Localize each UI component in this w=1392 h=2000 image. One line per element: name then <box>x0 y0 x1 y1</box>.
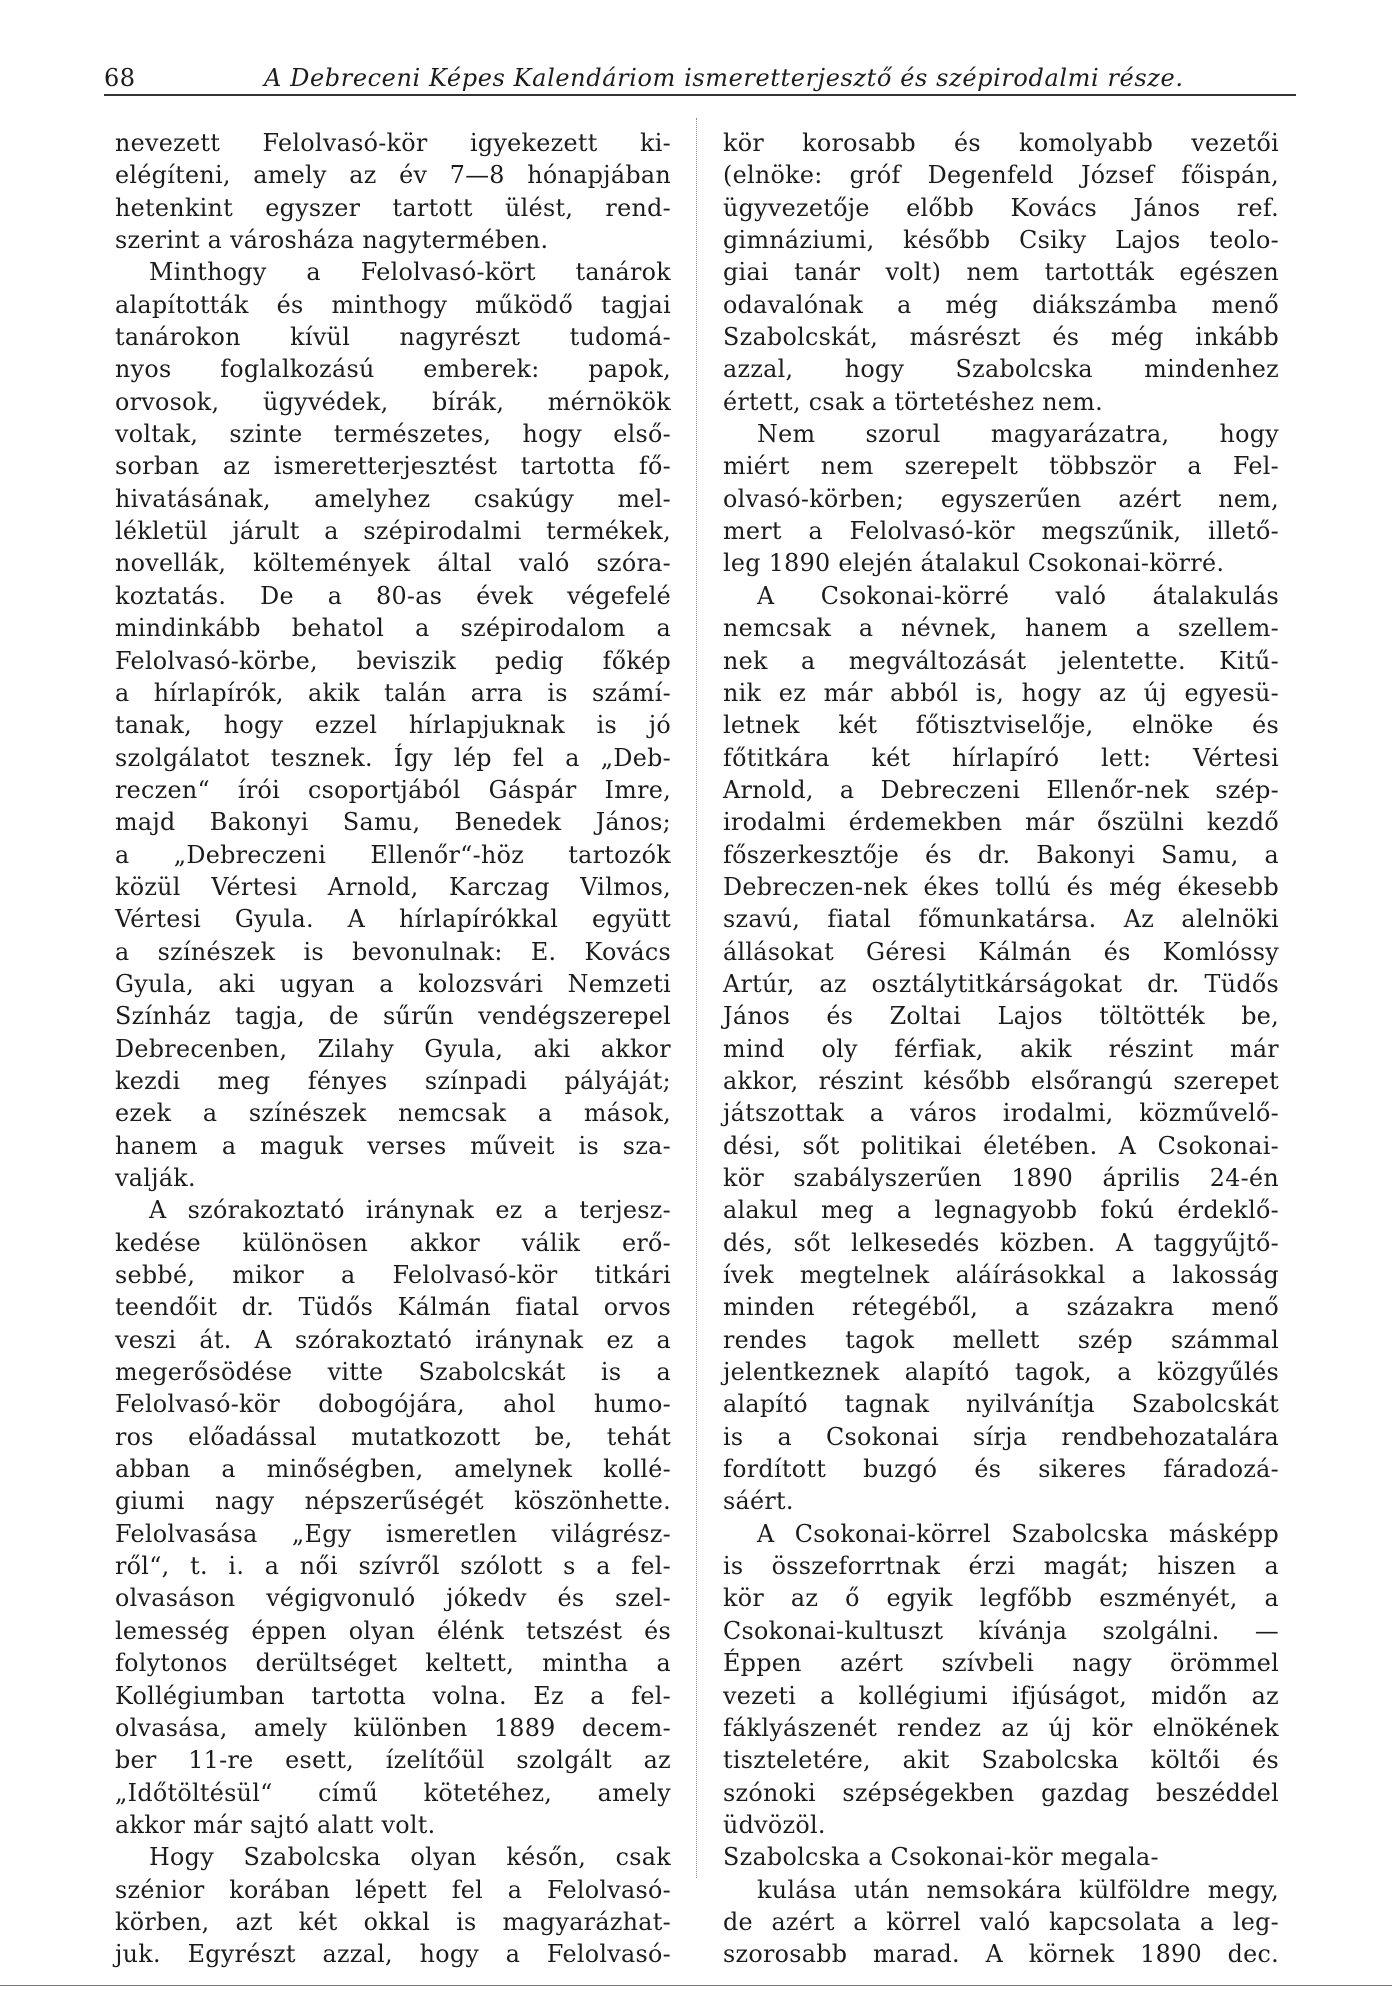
text-line: a hírlapírók, akik talán arra is számí- <box>115 678 671 707</box>
text-line: valják. <box>115 1164 196 1192</box>
text-line: minden rétegéből, a százakra menő <box>723 1293 1279 1322</box>
text-line: ber 11-re esett, ízelítőül szolgált az <box>115 1746 671 1775</box>
text-line: János és Zoltai Lajos töltötték be, <box>723 1002 1279 1031</box>
text-line: sorban az ismeretterjesztést tartotta fő- <box>115 452 671 481</box>
left-column <box>115 127 671 1971</box>
text-line: Szabolcska a Csokonai-kör megala- <box>723 1843 1159 1872</box>
text-line: Csokonai-kultuszt kívánja szolgálni. — <box>723 1616 1279 1645</box>
text-line: hanem a maguk verses műveit is sza- <box>115 1131 671 1160</box>
text-line: giai tanár volt) nem tartották egészen <box>723 258 1279 287</box>
text-line: olvasása, amely különben 1889 decem- <box>115 1713 671 1742</box>
text-line: hetenkint egyszer tartott ülést, rend- <box>115 193 671 222</box>
text-line: szavú, fiatal főmunkatársa. Az alelnöki <box>723 905 1279 934</box>
running-title: A Debreceni Képes Kalendáriom ismeretterjesztő és szépirodalmi része. <box>264 64 1184 92</box>
text-line: lemesség éppen olyan élénk tetszést és <box>115 1616 671 1645</box>
text-line: nevezett Felolvasó-kör igyekezett ki- <box>115 129 671 157</box>
text-line: gimnáziumi, később Csiky Lajos teolo- <box>723 226 1279 255</box>
text-line: odavalónak a még diákszámba menő <box>723 290 1279 319</box>
text-line: dés, sőt lelkesedés közben. A taggyűjtő- <box>723 1228 1279 1257</box>
bottom-edge-rule <box>0 1985 1392 1986</box>
text-line: ügyvezetője előbb Kovács János ref. <box>723 193 1279 222</box>
text-line: Gyula, aki ugyan a kolozsvári Nemzeti <box>115 969 671 998</box>
text-line: koztatás. De a 80-as évek végefelé <box>115 581 671 610</box>
text-line: Vértesi Gyula. A hírlapírókkal együtt <box>115 905 671 934</box>
text-line: alapító tagnak nyilvánítja Szabolcskát <box>723 1390 1279 1419</box>
text-line: azzal, hogy Szabolcska mindenhez <box>723 355 1279 384</box>
text-line: voltak, szinte természetes, hogy első- <box>115 420 671 449</box>
text-line: novellák, költemények által való szóra- <box>115 549 671 578</box>
text-line: játszottak a város irodalmi, közművelő- <box>723 1099 1279 1128</box>
text-line: körben, azt két okkal is magyarázhat- <box>115 1907 671 1936</box>
text-line: A Csokonai-körré való átalakulás <box>757 581 1279 610</box>
text-line: alakul meg a legnagyobb fokú érdeklő- <box>723 1196 1279 1225</box>
text-line: ről“, t. i. a női szívről szólott s a fel- <box>115 1552 671 1581</box>
text-line: is összeforrtnak érzi magát; hiszen a <box>723 1552 1279 1581</box>
text-line: szénior korában lépett fel a Felolvasó- <box>115 1875 671 1904</box>
page-number: 68 <box>104 64 136 92</box>
text-line: leg 1890 elején átalakul Csokonai-körré. <box>723 549 1225 578</box>
text-line: olvasó-körben; egyszerűen azért nem, <box>723 484 1279 513</box>
text-line: Felolvasó-kör dobogójára, ahol humo- <box>115 1390 671 1419</box>
text-line: hivatásának, amelyhez csakúgy mel- <box>115 484 671 513</box>
text-line: mind oly férfiak, akik részint már <box>723 1034 1279 1063</box>
running-header <box>104 60 1296 96</box>
text-line: kör korosabb és komolyabb vezetői <box>723 129 1279 157</box>
text-line: folytonos derültséget keltett, mintha a <box>115 1649 671 1678</box>
text-line: szolgálatot tesznek. Így lép fel a „Deb- <box>115 743 671 772</box>
text-line: A Csokonai-körrel Szabolcska másképp <box>757 1519 1279 1548</box>
text-line: Arnold, a Debreczeni Ellenőr-nek szép- <box>723 775 1279 804</box>
text-line: állásokat Géresi Kálmán és Komlóssy <box>723 937 1279 966</box>
right-column <box>723 127 1279 1971</box>
text-line: szónoki szépségekben gazdag beszéddel <box>723 1778 1279 1807</box>
text-line: letnek két főtisztviselője, elnöke és <box>723 711 1279 740</box>
text-line: nek a megváltozását jelentette. Kitű- <box>723 646 1279 675</box>
text-line: a „Debreczeni Ellenőr“-höz tartozók <box>115 840 671 869</box>
text-line: Felolvasása „Egy ismeretlen világrész- <box>115 1519 671 1548</box>
text-line: orvosok, ügyvédek, bírák, mérnökök <box>115 387 671 416</box>
column-divider <box>696 118 697 1878</box>
text-line: kulása után nemsokára külföldre megy, <box>757 1875 1279 1904</box>
text-line: akkor már sajtó alatt volt. <box>115 1810 436 1839</box>
text-line: abban a minőségben, amelynek kollé- <box>115 1455 671 1484</box>
text-line: is a Csokonai sírja rendbehozatalára <box>723 1422 1279 1451</box>
text-line: kör szabályszerűen 1890 április 24-én <box>723 1164 1279 1192</box>
text-line: sáért. <box>723 1487 794 1516</box>
text-line: elégíteni, amely az év 7—8 hónapjában <box>115 161 671 190</box>
text-line: fáklyászenét rendez az új kör elnökének <box>723 1713 1279 1742</box>
text-line: rendes tagok mellett szép számmal <box>723 1325 1279 1354</box>
text-line: tanak, hogy ezzel hírlapjuknak is jó <box>115 711 671 740</box>
text-line: közül Vértesi Arnold, Karczag Vilmos, <box>115 872 671 901</box>
text-line: Kollégiumban tartotta volna. Ez a fel- <box>115 1681 671 1710</box>
text-line: kedése különösen akkor válik erő- <box>115 1228 671 1257</box>
text-line: Szabolcskát, másrészt és még inkább <box>723 323 1279 352</box>
text-line: sebbé, mikor a Felolvasó-kör titkári <box>115 1261 671 1290</box>
text-line: olvasáson végigvonuló jókedv és szel- <box>115 1584 671 1613</box>
text-line: főszerkesztője és dr. Bakonyi Samu, a <box>723 840 1279 869</box>
text-line: kezdi meg fényes színpadi pályáját; <box>115 1066 671 1095</box>
text-line: Felolvasó-körbe, beviszik pedig főkép <box>115 646 671 675</box>
text-line: miért nem szerepelt többször a Fel- <box>723 452 1279 481</box>
text-line: jelentkeznek alapító tagok, a közgyűlés <box>723 1358 1279 1387</box>
text-line: fordított buzgó és sikeres fáradozá- <box>723 1455 1279 1484</box>
text-line: Minthogy a Felolvasó-kört tanárok <box>149 258 671 287</box>
text-line: Éppen azért szívbeli nagy örömmel <box>723 1649 1279 1678</box>
text-line: szorosabb marad. A körnek 1890 dec. <box>723 1940 1279 1969</box>
text-line: veszi át. A szórakoztató iránynak ez a <box>115 1325 671 1354</box>
text-line: Színház tagja, de sűrűn vendégszerepel <box>115 1002 671 1031</box>
text-line: kör az ő egyik legfőbb eszményét, a <box>723 1584 1279 1613</box>
text-line: dési, sőt politikai életében. A Csokonai- <box>723 1131 1279 1160</box>
text-line: nemcsak a névnek, hanem a szellem- <box>723 614 1279 643</box>
text-line: juk. Egyrészt azzal, hogy a Felolvasó- <box>115 1940 671 1969</box>
text-line: alapították és minthogy működő tagjai <box>115 290 671 319</box>
text-line: giumi nagy népszerűségét köszönhette. <box>115 1487 671 1516</box>
text-line: tiszteletére, akit Szabolcska költői és <box>723 1746 1279 1775</box>
text-line: ívek megtelnek aláírásokkal a lakosság <box>723 1261 1279 1290</box>
text-line: megerősödése vitte Szabolcskát is a <box>115 1358 671 1387</box>
text-line: mindinkább behatol a szépirodalom a <box>115 614 671 643</box>
text-line: Debreczen-nek ékes tollú és még ékesebb <box>723 872 1279 901</box>
text-line: Nem szorul magyarázatra, hogy <box>757 420 1279 449</box>
text-line: ezek a színészek nemcsak a mások, <box>115 1099 671 1128</box>
text-line: de azért a körrel való kapcsolata a leg- <box>723 1907 1279 1936</box>
text-line: (elnöke: gróf Degenfeld József főispán, <box>723 161 1279 190</box>
text-line: akkor, részint később elsőrangú szerepet <box>723 1066 1279 1095</box>
text-line: főtitkára két hírlapíró lett: Vértesi <box>723 743 1279 772</box>
text-line: értett, csak a törtetéshez nem. <box>723 387 1103 416</box>
text-line: irodalmi érdemekben már őszülni kezdő <box>723 808 1279 837</box>
text-line: lékletül járult a szépirodalmi termékek, <box>115 517 671 546</box>
text-line: majd Bakonyi Samu, Benedek János; <box>115 808 671 837</box>
text-line: Hogy Szabolcska olyan későn, csak <box>149 1843 671 1872</box>
text-line: nyos foglalkozású emberek: papok, <box>115 355 671 384</box>
text-line: mert a Felolvasó-kör megszűnik, illető- <box>723 517 1279 546</box>
text-line: a színészek is bevonulnak: E. Kovács <box>115 937 671 966</box>
text-line: vezeti a kollégiumi ifjúságot, midőn az <box>723 1681 1279 1710</box>
text-line: reczen“ írói csoportjából Gáspár Imre, <box>115 775 671 804</box>
text-line: „Időtöltésül“ című kötetéhez, amely <box>115 1778 671 1807</box>
text-line: üdvözöl. <box>723 1810 826 1839</box>
text-line: tanárokon kívül nagyrészt tudomá- <box>115 323 671 352</box>
text-line: Debrecenben, Zilahy Gyula, aki akkor <box>115 1034 671 1063</box>
text-line: teendőit dr. Tüdős Kálmán fiatal orvos <box>115 1293 671 1322</box>
text-line: Artúr, az osztálytitkárságokat dr. Tüdős <box>723 969 1279 998</box>
text-line: nik ez már abból is, hogy az új egyesü- <box>723 678 1279 707</box>
text-line: A szórakoztató iránynak ez a terjesz- <box>149 1196 671 1225</box>
text-line: ros előadással mutatkozott be, tehát <box>115 1422 671 1451</box>
text-line: szerint a városháza nagytermében. <box>115 226 549 255</box>
